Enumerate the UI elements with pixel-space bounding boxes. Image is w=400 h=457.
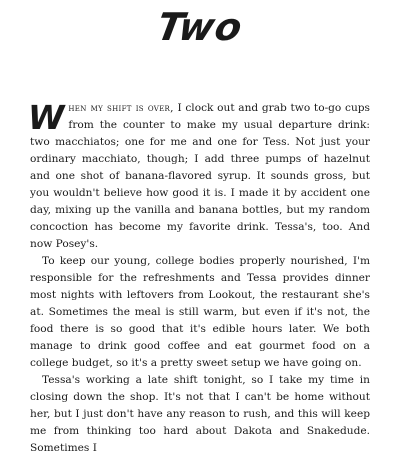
body-text (30, 100, 370, 457)
drop-cap: W (28, 98, 65, 137)
paragraph-1 (30, 100, 370, 253)
paragraph-3: Tessa's working a late shift tonight, so I take my time in closing down the shop. It's not that I can't be home without her, but I just don't have any reason to rush, and this will keep me from thinking too hard about Dakota and Snakedude. Sometimes I (30, 374, 370, 454)
paragraph-1-text: I clock out and grab two to-go cups from the counter to make my usual departure drink: two macchiatos; one for me and one for Tess. Not just your ordinary macchiato, though; I add three pumps of hazelnut and one shot of banana-flavored syrup. It sounds gross, but you wouldn't believe how good it is. I made it by accident one day, mixing up the vanilla and banana bottles, but my random concoction has become my favorite drink. Tessa's, too. And now Posey's. (30, 102, 370, 250)
chapter-title: Two (153, 5, 247, 49)
lead-in-smallcaps: hen my shift is over, (68, 102, 174, 114)
paragraph-2: To keep our young, college bodies properly nourished, I'm responsible for the refreshments and Tessa provides dinner most nights with leftovers from Lookout, the restaurant she's at. Sometimes the meal is still warm, but even if it's not, the food there is so good that it's edible hours later. We both manage to drink good coffee and eat gourmet food on a college budget, so it's a pretty sweet setup we have going on. (30, 255, 370, 369)
